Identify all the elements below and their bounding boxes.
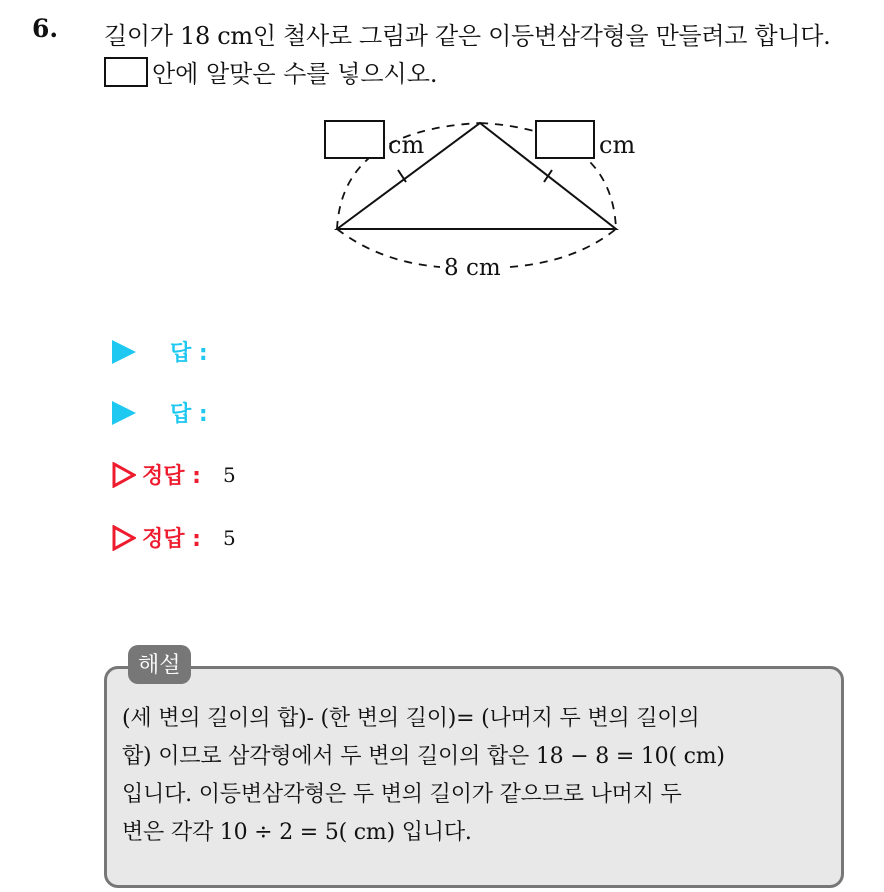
correct-answer-label: 정답 : <box>142 464 201 489</box>
left-side-unit: cm <box>388 131 425 159</box>
base-dashed-arc-left <box>337 229 440 267</box>
right-side-blank-box <box>536 121 594 158</box>
question-text-line2-label: 안에 알맞은 수를 넣으시오. <box>152 60 438 88</box>
correct-answer-value: 5 <box>222 462 236 487</box>
explanation-line: (세 변의 길이의 합)- (한 변의 길이)= (나머지 두 변의 길이의 <box>122 706 700 731</box>
answer-row-1 <box>112 336 208 367</box>
explanation-line: 변은 각각 10 ÷ 2 = 5( cm) 입니다. <box>122 820 472 845</box>
right-side-unit: cm <box>599 131 636 159</box>
left-side-blank-box <box>325 121 384 158</box>
answer-row-2 <box>112 397 208 428</box>
explanation-line: 합) 이므로 삼각형에서 두 변의 길이의 합은 18 − 8 = 10( cm) <box>122 744 725 769</box>
question-text-line2 <box>104 54 438 89</box>
equal-side-tick-right <box>544 170 552 182</box>
base-length-label: 8 cm <box>444 255 501 281</box>
outline-play-arrow-icon <box>112 462 136 488</box>
play-arrow-icon <box>112 401 136 425</box>
play-arrow-icon <box>112 340 136 364</box>
correct-answer-value: 5 <box>222 525 236 550</box>
outline-play-arrow-icon <box>112 525 136 551</box>
base-dashed-arc-right <box>510 229 616 267</box>
correct-answer-row-2 <box>112 522 236 553</box>
correct-answer-label: 정답 : <box>142 527 201 552</box>
answer-blank-box[interactable] <box>104 57 148 87</box>
question-number: 6. <box>32 14 59 43</box>
question-text-line1: 길이가 18 cm인 철사로 그림과 같은 이등변삼각형을 만들려고 합니다. <box>104 22 831 50</box>
correct-answer-row-1 <box>112 459 236 490</box>
answer-label: 답 : <box>170 341 208 366</box>
answer-label: 답 : <box>170 402 208 427</box>
isosceles-triangle-figure <box>320 112 650 292</box>
explanation-line: 입니다. 이등변삼각형은 두 변의 길이가 같으므로 나머지 두 <box>122 782 682 807</box>
explanation-tag: 해설 <box>128 645 191 684</box>
explanation-text <box>122 700 834 852</box>
